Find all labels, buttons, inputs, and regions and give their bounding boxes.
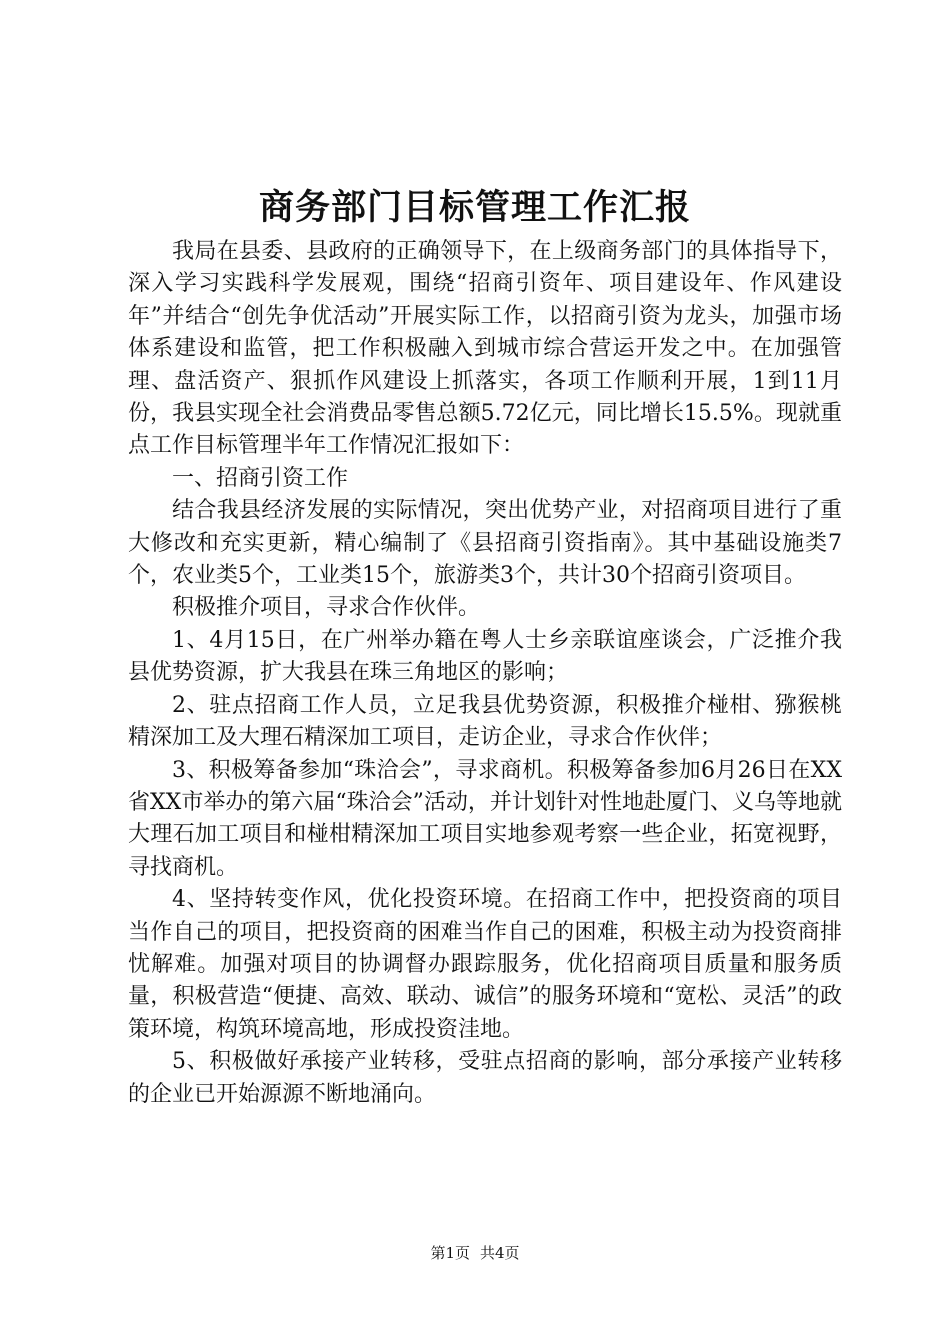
document-title: 商务部门目标管理工作汇报 xyxy=(258,187,691,228)
paragraph-project-guide: 结合我县经济发展的实际情况，突出优势产业，对招商项目进行了重大修改和充实更新，精心编制了《县招商引资指南》。其中基础设施类7个，农业类5个，工业类15个，旅游类3个，共计30个招商引资项目。 xyxy=(128,498,842,589)
paragraph-item-2: 2、驻点招商工作人员，立足我县优势资源，积极推介椪柑、猕猴桃精深加工及大理石精深加工项目，走访企业，寻求合作伙伴； xyxy=(128,692,842,751)
page-total: 共4页 xyxy=(480,1244,520,1262)
paragraph-intro: 我局在县委、县政府的正确领导下，在上级商务部门的具体指导下，深入学习实践科学发展观，围绕“招商引资年、项目建设年、作风建设年”并结合“创先争优活动”开展实际工作，以招商引资为龙头，加强市场体系建设和监管，把工作积极融入到城市综合营运开发之中。在加强管理、盘活资产、狠抓作风建设上抓落实，各项工作顺利开展，1到11月份，我县实现全社会消费品零售总额5.72亿元，同比增长15.5%。现就重点工作目标管理半年工作情况汇报如下： xyxy=(128,239,842,459)
paragraph-item-5: 5、积极做好承接产业转移，受驻点招商的影响，部分承接产业转移的企业已开始源源不断地涌向。 xyxy=(128,1049,842,1107)
document-body xyxy=(128,236,842,1111)
page-footer xyxy=(0,1243,950,1263)
paragraph-item-3: 3、积极筹备参加“珠洽会”，寻求商机。积极筹备参加6月26日在XX省XX市举办的第六届“珠洽会”活动，并计划针对性地赴厦门、义乌等地就大理石加工项目和椪柑精深加工项目实地参观考察一些企业，拓宽视野，寻找商机。 xyxy=(128,757,842,880)
paragraph-promote-projects: 积极推介项目，寻求合作伙伴。 xyxy=(172,595,481,621)
section-heading-investment: 一、招商引资工作 xyxy=(172,465,349,491)
paragraph-item-4: 4、坚持转变作风，优化投资环境。在招商工作中，把投资商的项目当作自己的项目，把投资商的困难当作自己的困难，积极主动为投资商排忧解难。加强对项目的协调督办跟踪服务，优化招商项目质量和服务质量，积极营造“便捷、高效、联动、诚信”的服务环境和“宽松、灵活”的政策环境，构筑环境高地，形成投资洼地。 xyxy=(128,887,842,1042)
page-number: 第1页 xyxy=(430,1244,470,1262)
paragraph-item-1: 1、4月15日，在广州举办籍在粤人士乡亲联谊座谈会，广泛推介我县优势资源，扩大我县在珠三角地区的影响； xyxy=(128,627,842,686)
